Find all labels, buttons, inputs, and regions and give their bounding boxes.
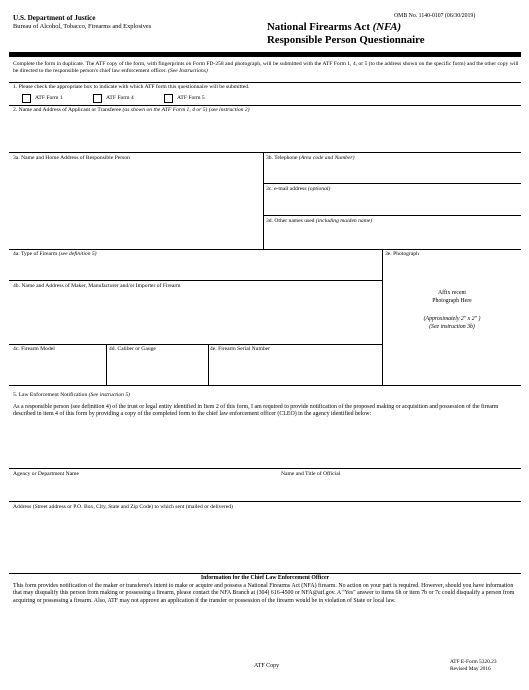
footer-copy: ATF Copy [254, 663, 280, 669]
item5-label-italic: (See instruction 5) [88, 392, 130, 398]
divider [9, 573, 521, 574]
divider [9, 152, 521, 153]
divider-vertical [208, 344, 209, 385]
footer-form-number: ATF E-Form 5320.23 [450, 659, 497, 665]
divider [263, 215, 521, 216]
telephone-field[interactable] [265, 163, 520, 182]
cleo-address-field[interactable] [10, 512, 520, 572]
caliber-gauge-field[interactable] [108, 354, 207, 384]
responsible-person-name-address-field[interactable] [10, 163, 262, 247]
other-names-field[interactable] [265, 226, 520, 248]
item5-text: As a responsible person (see definition 4) of the trust or legal entity identified in Item 2 of this form, I am required to provide notification of the proposed making or acquisition and possession of the firearm described in item 4 of this form by providing a copy of the completed form to the chief law enforcement officer (CLEO) in the agency identified below: [13, 404, 499, 418]
intro-text [13, 61, 519, 75]
applicant-name-address-field[interactable] [10, 115, 520, 151]
item5-label [13, 392, 130, 399]
official-name-title-field[interactable] [272, 430, 520, 466]
atf-form-1-label: ATF Form 1 [35, 95, 63, 101]
cleo-text: This form provides notification of the maker or transferee's intent to make or acquire and possess a National Firearms Act (NFA) firearm. No action on your part is required. However, should you have information that may disqualify this person from making or possessing a firearm, please contact the NFA Branch at (304) 616-4500 or NFA@atf.gov. A "Yes" answer to items 6h or item 7b or 7c could disqualify a person from acquiring or possessing a firearm. Also, ATF may not approve an application if the transfer or possession of the firearm would be in violation of State or local law. [13, 583, 515, 604]
agency-name: U.S. Department of Justice [13, 14, 96, 22]
form-title-prefix: National Firearms Act [267, 21, 373, 33]
divider [9, 82, 521, 83]
atf-form-5-checkbox[interactable] [164, 94, 173, 103]
form-title [267, 21, 401, 33]
divider [9, 501, 521, 502]
agency-name-field[interactable] [10, 430, 269, 466]
footer-revised: Revised May 2016 [450, 666, 491, 672]
item2-label-italic: (as shown on the ATF Form 1, 4 or 5) (see instruction 2) [122, 107, 250, 113]
atf-form-4-checkbox[interactable] [93, 94, 102, 103]
divider [9, 280, 382, 281]
item3c-label-text: 3c. e-mail address [266, 186, 308, 192]
item2-label-text: 2. Name and Address of Applicant or Transferee [13, 107, 123, 113]
item4a-label [13, 251, 97, 258]
serial-number-field[interactable] [210, 354, 381, 384]
atf-form-1-checkbox[interactable] [22, 94, 31, 103]
firearm-model-field[interactable] [10, 354, 105, 384]
item2-label [13, 107, 249, 114]
divider [9, 344, 382, 345]
item5-label-text: 5. Law Enforcement Notification [13, 392, 89, 398]
photo-instruction-4: (See instruction 3b) [429, 324, 475, 330]
agency-label: Agency or Department Name [13, 471, 80, 477]
address-label: Address (Street address or P.O. Box, City, State and Zip Code) to which sent (mailed or delivered) [13, 504, 233, 510]
item3c-label [266, 186, 330, 193]
divider-vertical [263, 152, 264, 249]
item3b-label-text: 3b. Telephone [266, 155, 299, 161]
item3b-label [266, 155, 354, 162]
item3d-label-text: 3d. Other names used [266, 218, 316, 224]
item4b-label: 4b. Name and Address of Maker, Manufacturer and/or Importer of Firearm [13, 283, 181, 289]
item3c-label-italic: (optional) [307, 186, 331, 192]
item3d-label-italic: (including maiden name) [315, 218, 373, 224]
intro-see-instructions: (See Instructions) [168, 67, 208, 74]
item3a-label: 3a. Name and Home Address of Responsible Person [13, 155, 130, 161]
maker-name-address-field[interactable] [10, 291, 381, 343]
item1-text: 1. Please check the appropriate box to indicate with which ATF form this questionnaire will be submitted. [13, 84, 250, 90]
divider [9, 468, 521, 469]
divider-vertical [382, 249, 383, 385]
photo-instruction-1: Affix recent [437, 290, 467, 296]
bureau-name: Bureau of Alcohol, Tobacco, Firearms and Explosives [13, 23, 152, 30]
item3b-label-italic: (Area code and Number) [298, 155, 355, 161]
item3d-label [266, 218, 372, 225]
header-rule [9, 52, 521, 57]
form-subtitle: Responsible Person Questionnaire [267, 34, 425, 46]
item4e-label: 4e. Firearm Serial Number [210, 346, 270, 352]
photo-instruction-3: (Approximately 2" x 2" ) [423, 316, 481, 322]
divider [9, 105, 521, 106]
item4c-label: 4c. Firearm Model [13, 346, 55, 352]
item3e-label: 3e. Photograph [385, 251, 419, 257]
form-title-italic: (NFA) [372, 21, 402, 33]
firearm-type-field[interactable] [10, 259, 381, 279]
item4a-label-italic: (see definition 5) [58, 251, 97, 257]
atf-form-5-label: ATF Form 5 [177, 95, 205, 101]
divider [9, 385, 521, 386]
omb-number: OMB No. 1140-0107 (06/30/2019) [394, 13, 476, 19]
divider-vertical [106, 344, 107, 385]
photo-instruction-2: Photograph Here [432, 298, 472, 304]
atf-form-4-label: ATF Form 4 [106, 95, 134, 101]
divider [9, 249, 521, 250]
official-label: Name and Title of Official [281, 471, 341, 477]
divider [263, 183, 521, 184]
email-field[interactable] [265, 194, 520, 214]
item4a-label-text: 4a. Type of Firearm [13, 251, 59, 257]
photograph-area[interactable] [384, 259, 520, 384]
cleo-heading: Information for the Chief Law Enforcement Officer [200, 575, 330, 581]
item4d-label: 4d. Caliber or Gauge [109, 346, 156, 352]
intro-body: Complete the form in duplicate. The ATF copy of the form, with fingerprints on Form FD-258 and photograph, will be submitted with the ATF Form 1, 4, or 5 (to the address shown on the specific form) and the other copy will be directed to the responsible person's chief law enforcement officer. [13, 61, 519, 74]
